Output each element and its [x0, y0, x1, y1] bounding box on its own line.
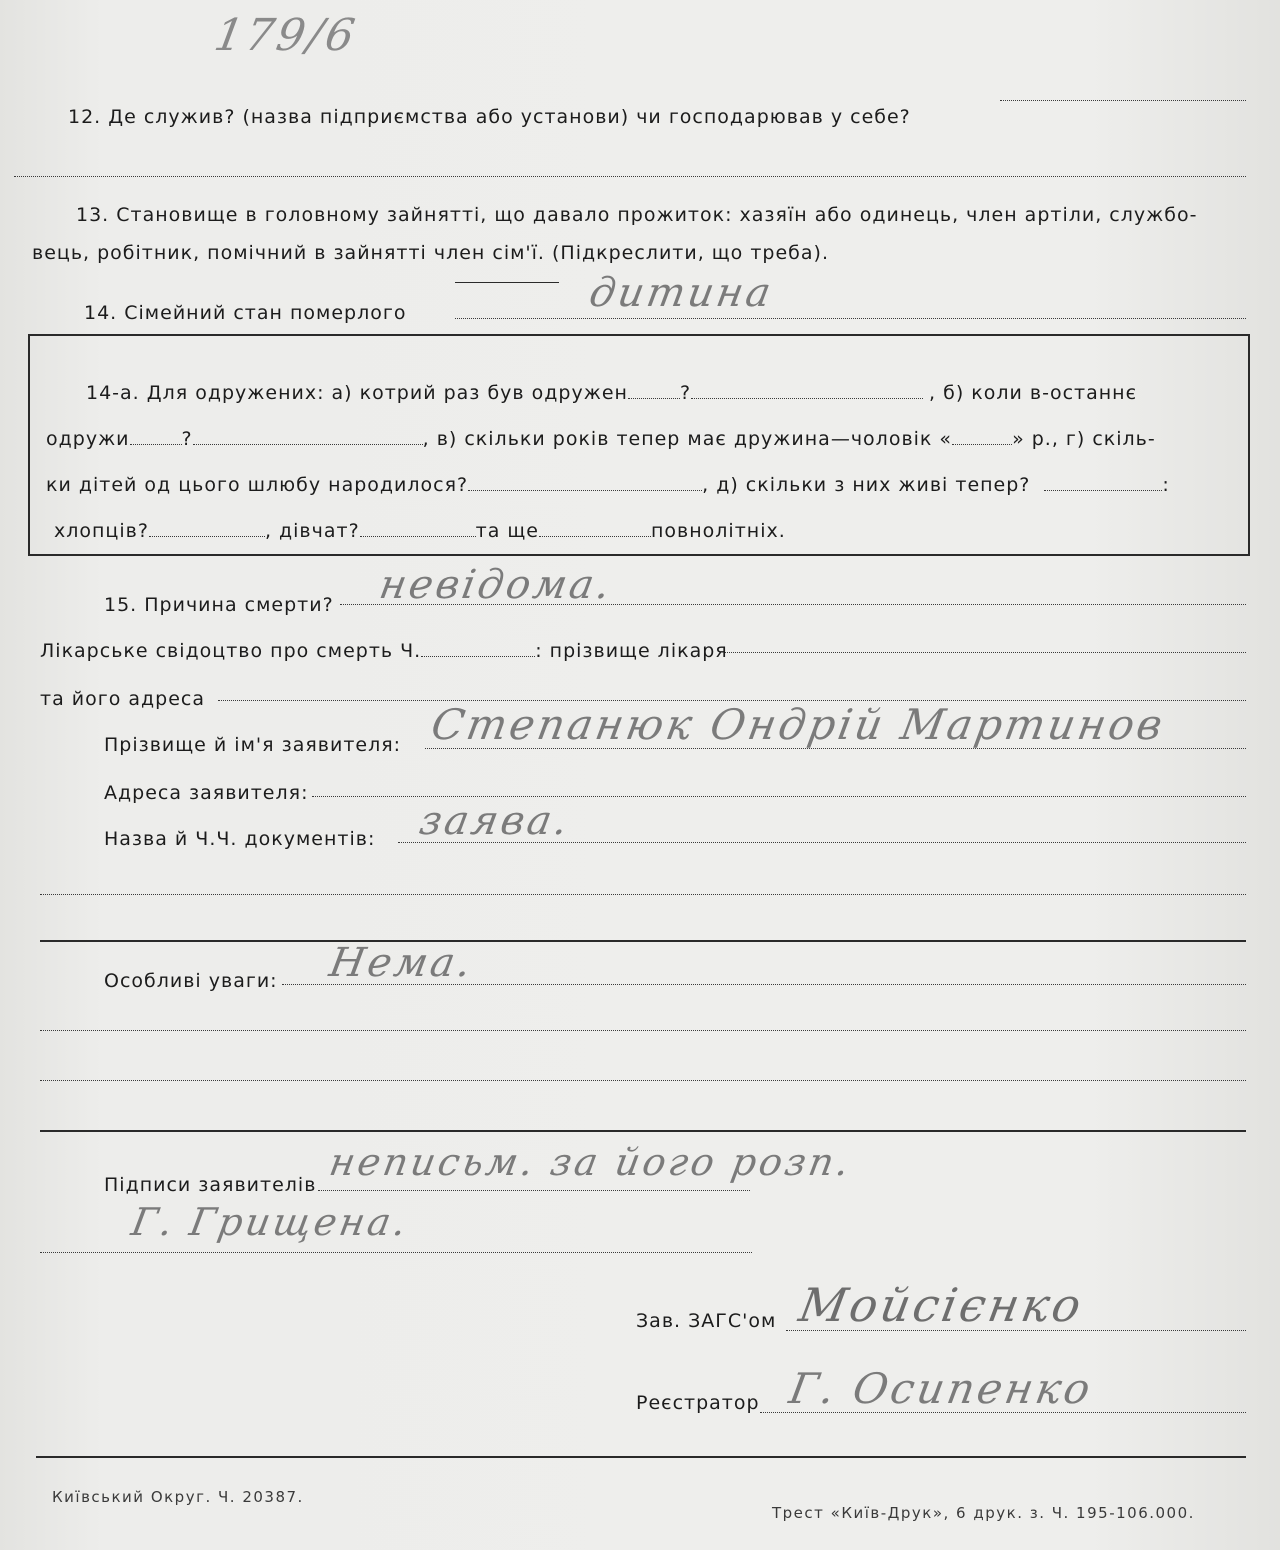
notes-line-3	[40, 1080, 1246, 1081]
footer-right: Трест «Київ-Друк», 6 друк. з. Ч. 195-106.000.	[772, 1504, 1195, 1522]
documents-label: Назва й Ч.Ч. документів:	[104, 828, 376, 850]
doctor-address-label: та його адреса	[40, 688, 205, 710]
q14-value: дитина	[585, 270, 778, 316]
q14a-l4d: повнолітніх.	[651, 520, 786, 542]
q13-line2: вець, робітник, помічний в зайнятті член сім'ї. (Підкреслити, що треба).	[32, 242, 829, 264]
q14a-l1b: , б) коли в-останнє	[929, 382, 1138, 404]
q14a-colon: :	[1162, 474, 1170, 496]
q12-label: 12. Де служив? (назва підприємства або установи) чи господарював у себе?	[68, 106, 911, 128]
q14a-line2	[46, 428, 1156, 450]
signatures-value-2: Г. Грищена.	[128, 1200, 413, 1244]
registrar-signature: Г. Осипенко	[785, 1364, 1097, 1413]
documents-value: заява.	[415, 798, 575, 844]
notes-value: Нема.	[325, 940, 478, 986]
certificate-label	[40, 640, 728, 662]
applicant-name-value: Степанюк Ондрій Мартинов	[427, 700, 1169, 749]
q14a-l4a: хлопців?	[54, 520, 149, 542]
signatures-label: Підписи заявителів	[104, 1174, 317, 1196]
q14a-q2: ?	[181, 428, 193, 450]
signatures-line-2	[40, 1252, 752, 1253]
q15-answer-line	[340, 604, 1246, 605]
q14a-l3a: ки дітей од цього шлюбу народилося?	[46, 474, 469, 496]
page-number: 179/6	[210, 10, 362, 61]
documents-line-2	[40, 894, 1246, 895]
q14-label: 14. Сімейний стан померлого	[84, 302, 407, 324]
applicant-address-label: Адреса заявителя:	[104, 782, 309, 804]
q14a-l1a: 14-а. Для одружених: а) котрий раз був одружен	[86, 382, 628, 404]
footer-left: Київський Округ. Ч. 20387.	[52, 1488, 304, 1506]
applicant-address-line	[312, 796, 1246, 797]
q15-value: невідома.	[375, 562, 617, 608]
doctor-answer-line	[725, 652, 1246, 653]
zags-head-label: Зав. ЗАГС'ом	[636, 1310, 777, 1332]
q14a-l3b: , д) скільки з них живі тепер?	[702, 474, 1031, 496]
notes-line-2	[40, 1030, 1246, 1031]
q15-label: 15. Причина смерти?	[104, 594, 334, 616]
q12-answer-line-2	[14, 176, 1246, 177]
documents-line	[398, 842, 1246, 843]
q14a-l2c: » р., г) скіль-	[1012, 428, 1156, 450]
q13-underline	[455, 282, 559, 283]
registrar-label: Реєстратор	[636, 1392, 760, 1414]
q14a-line4	[54, 520, 786, 542]
zags-head-line	[786, 1330, 1246, 1331]
q14a-q1: ?	[679, 382, 692, 404]
section-divider-2	[40, 1130, 1246, 1132]
applicant-name-label: Прізвище й ім'я заявителя:	[104, 734, 402, 756]
zags-head-signature: Мойсієнко	[795, 1278, 1088, 1332]
q13-line1: 13. Становище в головному зайнятті, що давало прожиток: хазяїн або одинець, член артіли, службо-	[76, 204, 1198, 226]
q14a-l4b: , дівчат?	[264, 520, 360, 542]
q14a-line3	[46, 474, 1170, 496]
certificate-label-text: Лікарське свідоцтво про смерть Ч.	[40, 640, 422, 662]
notes-line	[282, 984, 1246, 985]
section-divider-1	[40, 940, 1246, 942]
q14a-l2b: , в) скільки років тепер має дружина—чоловік «	[422, 428, 953, 450]
signatures-line	[318, 1190, 750, 1191]
q12-answer-line	[1000, 100, 1246, 101]
registrar-line	[760, 1412, 1246, 1413]
footer-rule	[36, 1456, 1246, 1458]
applicant-name-line	[425, 748, 1246, 749]
q14-answer-line	[455, 318, 1246, 319]
doctor-label: : прізвище лікаря	[535, 640, 728, 662]
q14a-l2a: одружи	[46, 428, 130, 450]
q14a-l4c: та ще	[475, 520, 539, 542]
q14a-line1	[86, 382, 1137, 404]
notes-label: Особливі уваги:	[104, 970, 278, 992]
signatures-value-1: неписьм. за його розп.	[326, 1140, 856, 1184]
